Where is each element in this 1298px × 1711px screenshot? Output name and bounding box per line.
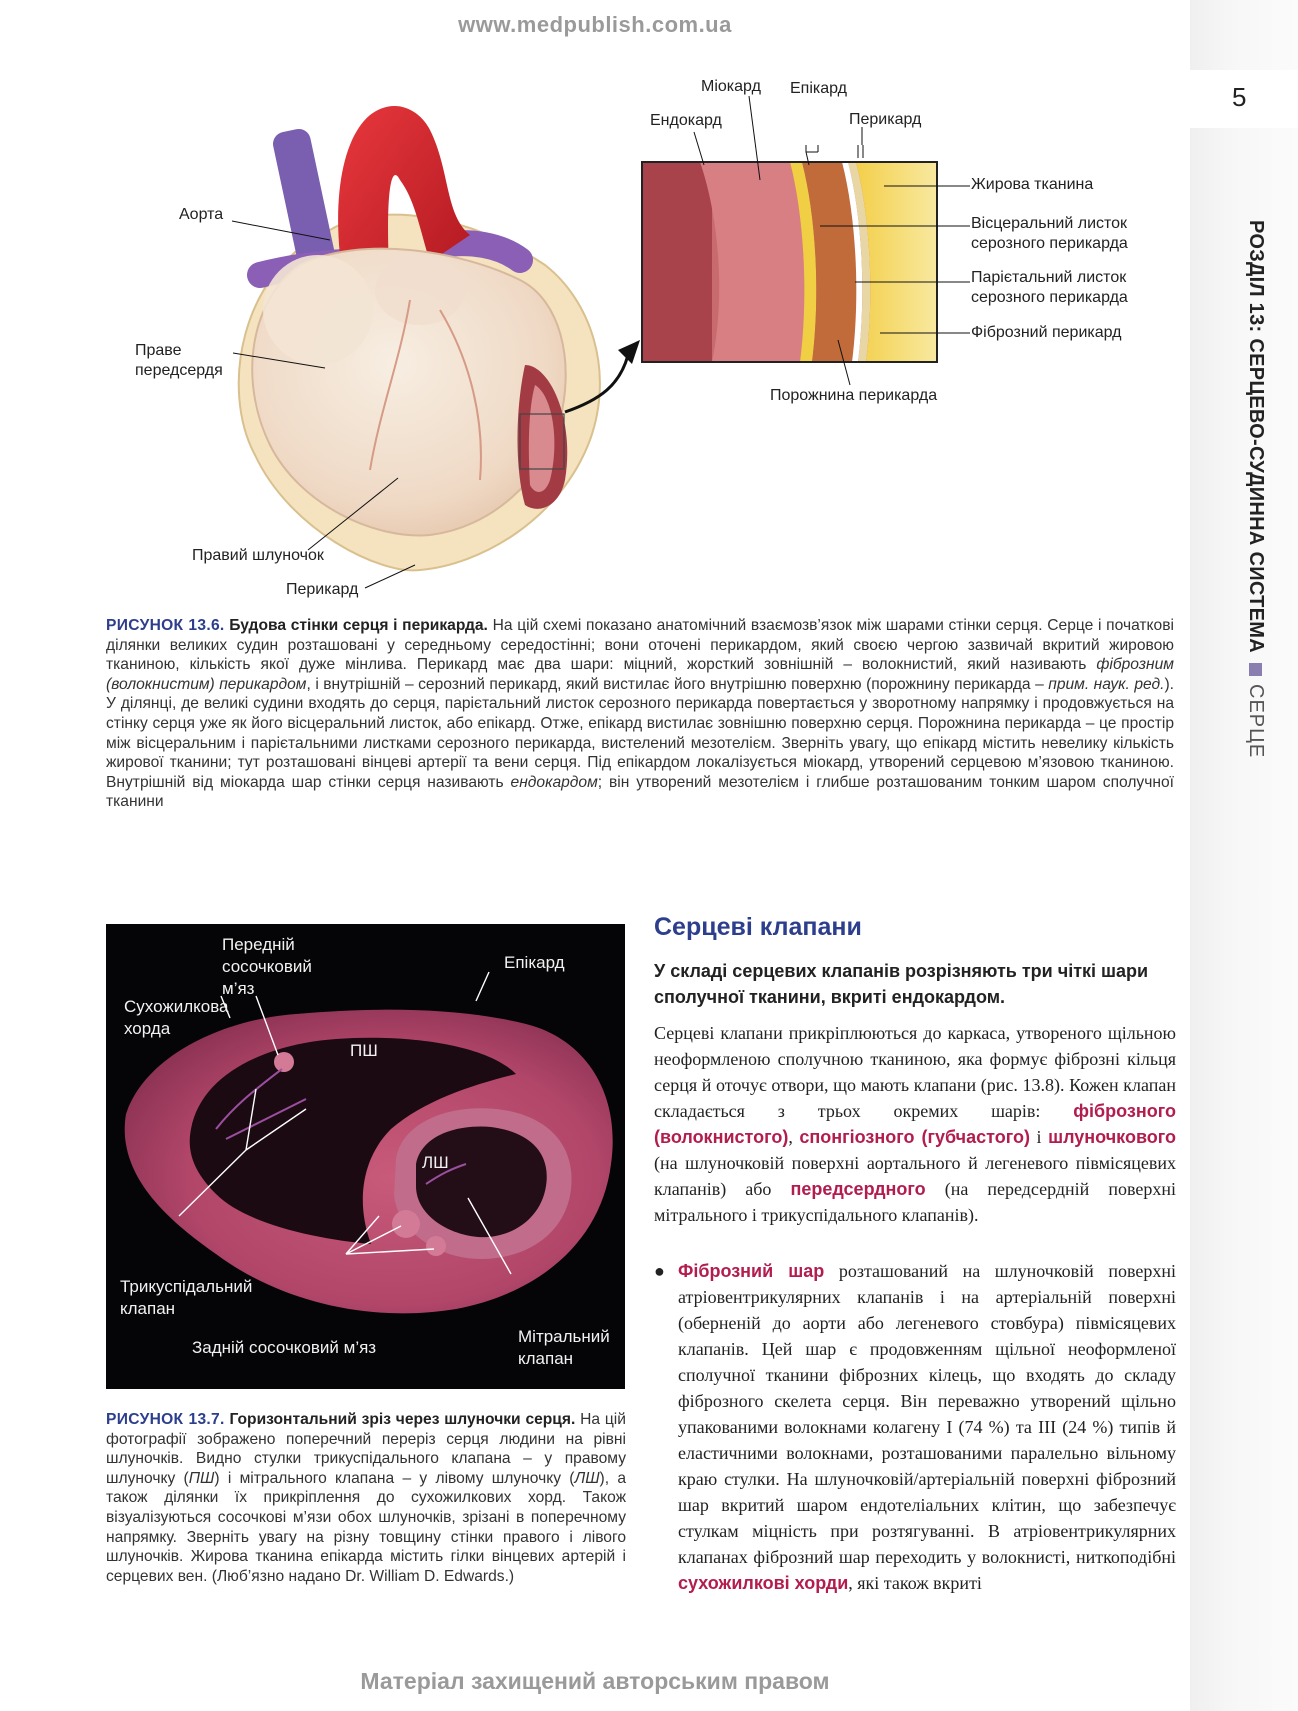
label-anterior-2: сосочковий: [222, 957, 312, 976]
label-cavity: Порожнина перикарда: [770, 387, 938, 404]
label-fat: Жирова тканина: [971, 176, 1094, 193]
term-ventricularis: шлуночкового: [1048, 1127, 1177, 1147]
label-lv: ЛШ: [422, 1153, 449, 1172]
label-mitral-1: Мітральний: [518, 1327, 610, 1346]
label-aorta: Аорта: [179, 206, 224, 223]
label-visceral-1: Вісцеральний листок: [971, 215, 1128, 232]
label-posterior-muscle: Задній сосочковий м’яз: [192, 1338, 377, 1357]
label-fibrous: Фіброзний перикард: [971, 324, 1122, 341]
section-title: СЕРЦЕ: [1245, 684, 1267, 759]
label-right-atrium-2: передсердя: [135, 362, 223, 379]
watermark-bottom: Матеріал захищений авторським правом: [360, 1668, 830, 1694]
bullet-paragraph: Фіброзний шар розташований на шлуночковій поверхні атріовентрикулярних клапанів і на артеріальній поверхні (оберненій до аорти або легеневого стовбура) півмісяцевих клапанів. Цей шар є продовженням щільної неоформленої сполучної тканини фіброзних кілець, що входять до складу фіброзного скелета серця. Він переважно утворений щільно упакованими волокнами колагену I (74 %) та III (24 %) типів й еластичними волокнами, розташованими паралельно вільному краю стулки. На шлуночковій/артеріальній поверхні фіброзний шар вкритий шаром ендотеліальних клітин, що забезпечує стулкам міцність при розтягуванні. В атріовентрикулярних клапанах фіброзний шар переходить у волокнисті, ниткоподібні сухожилкові хорди, які також вкриті: [678, 1261, 1176, 1593]
label-right-ventricle: Правий шлуночок: [192, 547, 324, 564]
arrow-head-icon: [618, 340, 640, 364]
term-chordae: сухожилкові хорди: [678, 1573, 849, 1593]
square-icon: [1249, 663, 1262, 676]
chapter-side-title: [1235, 220, 1275, 780]
label-parietal-2: серозного перикарда: [971, 289, 1128, 306]
figure-title: Будова стінки серця і перикарда.: [229, 617, 488, 634]
label-chorda-2: хорда: [124, 1019, 171, 1038]
label-visceral-2: серозного перикарда: [971, 235, 1128, 252]
label-chorda-1: Сухожилкова: [124, 997, 229, 1016]
figure-title: Горизонтальний зріз через шлуночки серця.: [229, 1411, 576, 1428]
layer-panel: [642, 162, 937, 362]
label-myocardium: Міокард: [701, 78, 761, 95]
figure-number: РИСУНОК 13.6.: [106, 617, 225, 634]
label-pericardium-top: Перикард: [849, 111, 922, 128]
label-epicardium: Епікард: [790, 80, 848, 97]
label-tricuspid-1: Трикуспідальний: [120, 1277, 253, 1296]
term-spongiosa: спонгіозного (губчастого): [799, 1127, 1030, 1147]
term-fibrous: фіброзного (волокнистого): [654, 1101, 1176, 1147]
heart-section-photo: [106, 924, 625, 1389]
lead-paragraph: У складі серцевих клапанів розрізняють три чіткі шари сполучної тканини, вкриті ендокардом.: [654, 961, 1149, 1007]
label-right-atrium-1: Праве: [135, 342, 182, 359]
right-atrium: [263, 255, 373, 365]
figure-13-7-caption: РИСУНОК 13.7. Горизонтальний зріз через шлуночки серця. На цій фотографії зображено поперечний переріз серця людини на рівні шлуночків. Видно стулки трикуспідального клапана – у правому шлуночку (ПШ) і мітрального клапана – у лівому шлуночку (ЛШ), а також ділянки їх прикріплення до сухожилкових хорд. Також візуалізуються сосочкові м’язи обох шлуночків, зрізані в поперечному напрямку. Зверніть увагу на різну товщину стінки правого і лівого шлуночків. Жирова тканина епікарда містить гілки вінцевих артерій і серцевих вен. (Люб’язно надано Dr. William D. Edwards.): [106, 1411, 627, 1585]
term-fibrous-layer: Фіброзний шар: [678, 1261, 825, 1281]
figure-number: РИСУНОК 13.7.: [106, 1411, 225, 1428]
label-anterior-1: Передній: [222, 935, 295, 954]
section-heading: Серцеві клапани: [654, 913, 862, 941]
bullet-icon: ●: [654, 1261, 665, 1281]
label-anterior-3: м’яз: [222, 979, 255, 998]
chapter-title: РОЗДІЛ 13: СЕРЦЕВО-СУДИННА СИСТЕМА: [1245, 220, 1267, 653]
appendage: [375, 255, 465, 325]
paragraph-1: Серцеві клапани прикріплюються до каркаса, утвореного щільною неоформленою сполучною тканиною, яка формує фіброзні кільця серця й оточує отвори, що мають клапани (рис. 13.8). Кожен клапан складається з трьох окремих шарів: фіброзного (волокнистого), спонгіозного (губчастого) і шлуночкового (на шлуночковій поверхні аортального й легеневого півмісяцевих клапанів) або передсердного (на передсердній поверхні мітрального і трикуспідального клапанів).: [654, 1023, 1177, 1225]
label-rv: ПШ: [350, 1041, 378, 1060]
page-number: 5: [1232, 82, 1247, 112]
figure-13-6-caption: РИСУНОК 13.6. Будова стінки серця і перикарда. На цій схемі показано анатомічний взаємозв’язок між шарами стінки серця. Серце і початкові ділянки великих судин розташовані у середньому середостінні; вони оточені перикардом, який своєю чергою зазвичай вкритий жировою тканиною, кількість якої дуже мінлива. Перикард має два шари: міцний, жорсткий зовнішній – волокнистий, який називають фіброзним (волокнистим) перикардом, і внутрішній – серозний перикард, який вистилає його внутрішню поверхню (порожнину перикарда – прим. наук. ред.). У ділянці, де великі судини входять до серця, парієтальний листок серозного перикарда повертається у зворотному напрямку і продовжується на стінку серця уже як його вісцеральний листок, або епікард. Отже, епікард вистилає зовнішню поверхню серця. Порожнина перикарда – це простір між вісцеральним і парієтальними листками серозного перикарда, вистелений мезотелієм. Зверніть увагу, що епікард містить невелику кількість жирової тканини; тут розташовані вінцеві артерії та вени серця. Під епікардом локалізується міокард, утворений серцевою м’язовою тканиною. Внутрішній від міокарда шар стінки серця називають ендокардом; він утворений мезотелієм і глибше розташованим тонким шаром сполучної тканини: [106, 617, 1175, 811]
term-atrialis: передсердного: [790, 1179, 926, 1199]
label-mitral-2: клапан: [518, 1349, 574, 1368]
heart-section-graphic: [106, 924, 625, 1389]
label-epicard: Епікард: [504, 953, 565, 972]
label-parietal-1: Парієтальний листок: [971, 269, 1127, 286]
watermark-top: www.medpublish.com.ua: [458, 12, 732, 37]
label-tricuspid-2: клапан: [120, 1299, 176, 1318]
label-endocardium: Ендокард: [650, 112, 722, 129]
label-pericardium: Перикард: [286, 581, 359, 598]
